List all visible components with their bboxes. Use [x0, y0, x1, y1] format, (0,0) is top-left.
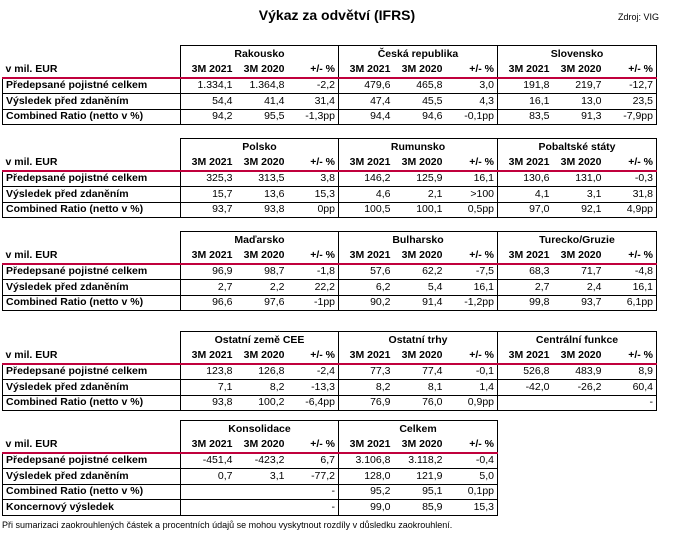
value-cell: 94,4 [339, 109, 394, 125]
value-cell: 3,1 [553, 187, 605, 203]
value-cell: 4,6 [339, 187, 394, 203]
value-cell: -4,8 [605, 264, 657, 280]
col-header: 3M 2021 [181, 62, 236, 78]
value-cell: 76,0 [394, 395, 446, 411]
value-cell: 6,1pp [605, 295, 657, 311]
footnote: Při sumarizaci zaokrouhlených částek a procentních údajů se mohou vyskytnout rozdíly v důsledku zaokrouhlení. [2, 520, 453, 530]
unit-label: v mil. EUR [3, 62, 181, 78]
value-cell: 100,1 [394, 202, 446, 218]
row-label: Předepsané pojistné celkem [3, 364, 181, 380]
value-cell: 483,9 [553, 364, 605, 380]
row-label: Výsledek před zdaněním [3, 187, 181, 203]
column-header-row [3, 155, 657, 171]
value-cell: 0,1pp [446, 484, 498, 500]
value-cell: 15,7 [181, 187, 236, 203]
region-header-row [3, 421, 498, 438]
row-label: Předepsané pojistné celkem [3, 264, 181, 280]
col-header: +/- % [288, 62, 339, 78]
value-cell: -42,0 [498, 380, 553, 396]
value-cell: 47,4 [339, 94, 394, 110]
value-cell: 54,4 [181, 94, 236, 110]
value-cell: 22,2 [288, 280, 339, 296]
value-cell: -2,4 [288, 364, 339, 380]
value-cell: >100 [446, 187, 498, 203]
row-label: Combined Ratio (netto v %) [3, 109, 181, 125]
col-header: +/- % [288, 155, 339, 171]
value-cell: 97,0 [498, 202, 553, 218]
value-cell: 77,4 [394, 364, 446, 380]
column-header-row [3, 248, 657, 264]
row-label: Předepsané pojistné celkem [3, 78, 181, 94]
value-cell: -0,4 [446, 453, 498, 469]
value-cell: 1,4 [446, 380, 498, 396]
col-header: 3M 2020 [236, 155, 288, 171]
value-cell: 31,8 [605, 187, 657, 203]
value-cell: -423,2 [236, 453, 288, 469]
value-cell: 4,3 [446, 94, 498, 110]
row-label: Výsledek před zdaněním [3, 280, 181, 296]
value-cell [181, 484, 236, 500]
row-label: Výsledek před zdaněním [3, 94, 181, 110]
value-cell: 16,1 [605, 280, 657, 296]
value-cell: - [288, 500, 339, 516]
row-label: Combined Ratio (netto v %) [3, 202, 181, 218]
blank-cell [3, 332, 181, 349]
value-cell: 6,2 [339, 280, 394, 296]
value-cell: 2,4 [553, 280, 605, 296]
region-name: Bulharsko [339, 232, 498, 249]
value-cell: 96,9 [181, 264, 236, 280]
region-name: Rakousko [181, 46, 339, 63]
value-cell: 126,8 [236, 364, 288, 380]
column-header-row [3, 437, 498, 453]
region-name: Polsko [181, 139, 339, 156]
col-header: 3M 2020 [236, 62, 288, 78]
source-note: Zdroj: VIG [618, 12, 660, 22]
value-cell: -0,3 [605, 171, 657, 187]
value-cell: 94,6 [394, 109, 446, 125]
col-header: +/- % [446, 248, 498, 264]
value-cell [553, 395, 605, 411]
col-header: 3M 2021 [339, 348, 394, 364]
region-header-row [3, 332, 657, 349]
value-cell: 0,7 [181, 469, 236, 485]
value-cell: 71,7 [553, 264, 605, 280]
region-name: Ostatní země CEE [181, 332, 339, 349]
value-cell: 146,2 [339, 171, 394, 187]
col-header: 3M 2020 [553, 155, 605, 171]
value-cell: 479,6 [339, 78, 394, 94]
value-cell [181, 500, 236, 516]
value-cell: -1,8 [288, 264, 339, 280]
col-header: +/- % [446, 348, 498, 364]
value-cell: 2,1 [394, 187, 446, 203]
value-cell: 128,0 [339, 469, 394, 485]
value-cell: -0,1 [446, 364, 498, 380]
col-header: +/- % [288, 348, 339, 364]
value-cell: 130,6 [498, 171, 553, 187]
value-cell: 93,8 [236, 202, 288, 218]
value-cell: 3,1 [236, 469, 288, 485]
value-cell: -7,5 [446, 264, 498, 280]
value-cell: -77,2 [288, 469, 339, 485]
value-cell: 76,9 [339, 395, 394, 411]
table-row [3, 171, 657, 187]
col-header: 3M 2020 [236, 437, 288, 453]
value-cell: 4,9pp [605, 202, 657, 218]
col-header: 3M 2021 [339, 155, 394, 171]
value-cell: 57,6 [339, 264, 394, 280]
col-header: 3M 2021 [181, 155, 236, 171]
value-cell: 16,1 [446, 171, 498, 187]
table-row [3, 78, 657, 94]
row-label: Výsledek před zdaněním [3, 380, 181, 396]
col-header: 3M 2020 [394, 348, 446, 364]
value-cell [498, 395, 553, 411]
value-cell: -26,2 [553, 380, 605, 396]
value-cell: 60,4 [605, 380, 657, 396]
value-cell: -1,3pp [288, 109, 339, 125]
col-header: 3M 2021 [339, 437, 394, 453]
value-cell: - [605, 395, 657, 411]
value-cell: 95,1 [394, 484, 446, 500]
col-header: +/- % [446, 155, 498, 171]
value-cell: 8,2 [236, 380, 288, 396]
value-cell: 97,6 [236, 295, 288, 311]
value-cell: 2,7 [181, 280, 236, 296]
blank-cell [3, 139, 181, 156]
value-cell: 100,2 [236, 395, 288, 411]
value-cell [236, 500, 288, 516]
value-cell: 13,6 [236, 187, 288, 203]
table-row [3, 364, 657, 380]
value-cell: 7,1 [181, 380, 236, 396]
segment-table-3 [2, 231, 657, 311]
value-cell: 31,4 [288, 94, 339, 110]
segment-table-1 [2, 45, 657, 125]
region-header-row [3, 232, 657, 249]
region-name: Centrální funkce [498, 332, 657, 349]
value-cell: 85,9 [394, 500, 446, 516]
value-cell: 90,2 [339, 295, 394, 311]
segment-table-2 [2, 138, 657, 218]
col-header: +/- % [605, 62, 657, 78]
value-cell: 313,5 [236, 171, 288, 187]
value-cell: 191,8 [498, 78, 553, 94]
value-cell: 91,3 [553, 109, 605, 125]
unit-label: v mil. EUR [3, 155, 181, 171]
value-cell: 99,0 [339, 500, 394, 516]
table-row [3, 500, 498, 516]
table-row [3, 380, 657, 396]
table-row [3, 484, 498, 500]
value-cell: 125,9 [394, 171, 446, 187]
value-cell: - [288, 484, 339, 500]
value-cell: 2,7 [498, 280, 553, 296]
region-name: Česká republika [339, 46, 498, 63]
value-cell: 3.106,8 [339, 453, 394, 469]
col-header: +/- % [288, 248, 339, 264]
col-header: 3M 2020 [394, 62, 446, 78]
col-header: 3M 2021 [181, 248, 236, 264]
table-row [3, 295, 657, 311]
value-cell: -7,9pp [605, 109, 657, 125]
value-cell: 93,7 [181, 202, 236, 218]
table-row [3, 469, 498, 485]
value-cell: 526,8 [498, 364, 553, 380]
region-header-row [3, 46, 657, 63]
value-cell: 93,7 [553, 295, 605, 311]
value-cell: 83,5 [498, 109, 553, 125]
col-header: 3M 2020 [394, 155, 446, 171]
value-cell: 68,3 [498, 264, 553, 280]
value-cell: 92,1 [553, 202, 605, 218]
segment-table-5 [2, 420, 498, 516]
region-name: Turecko/Gruzie [498, 232, 657, 249]
col-header: 3M 2020 [236, 348, 288, 364]
value-cell: 15,3 [446, 500, 498, 516]
table-row [3, 202, 657, 218]
col-header: +/- % [605, 155, 657, 171]
value-cell: 0,9pp [446, 395, 498, 411]
unit-label: v mil. EUR [3, 437, 181, 453]
region-name: Konsolidace [181, 421, 339, 438]
value-cell: 45,5 [394, 94, 446, 110]
blank-cell [3, 46, 181, 63]
value-cell: 95,2 [339, 484, 394, 500]
unit-label: v mil. EUR [3, 248, 181, 264]
value-cell: -13,3 [288, 380, 339, 396]
col-header: 3M 2020 [553, 348, 605, 364]
value-cell: 62,2 [394, 264, 446, 280]
col-header: 3M 2021 [498, 155, 553, 171]
value-cell: 465,8 [394, 78, 446, 94]
region-name: Maďarsko [181, 232, 339, 249]
value-cell: 3,8 [288, 171, 339, 187]
value-cell: -2,2 [288, 78, 339, 94]
value-cell: 5,0 [446, 469, 498, 485]
region-header-row [3, 139, 657, 156]
col-header: 3M 2021 [498, 348, 553, 364]
row-label: Combined Ratio (netto v %) [3, 395, 181, 411]
value-cell: 77,3 [339, 364, 394, 380]
col-header: +/- % [605, 348, 657, 364]
col-header: 3M 2021 [339, 62, 394, 78]
column-header-row [3, 348, 657, 364]
value-cell: 2,2 [236, 280, 288, 296]
col-header: +/- % [446, 437, 498, 453]
region-name: Pobaltské státy [498, 139, 657, 156]
table-row [3, 187, 657, 203]
value-cell: 98,7 [236, 264, 288, 280]
col-header: 3M 2021 [181, 348, 236, 364]
col-header: 3M 2020 [553, 62, 605, 78]
region-name: Slovensko [498, 46, 657, 63]
value-cell: 8,2 [339, 380, 394, 396]
region-name: Rumunsko [339, 139, 498, 156]
table-row [3, 109, 657, 125]
value-cell: 16,1 [446, 280, 498, 296]
table-row [3, 453, 498, 469]
col-header: 3M 2020 [394, 437, 446, 453]
value-cell: 23,5 [605, 94, 657, 110]
row-label: Combined Ratio (netto v %) [3, 295, 181, 311]
row-label: Předepsané pojistné celkem [3, 453, 181, 469]
value-cell: 3.118,2 [394, 453, 446, 469]
value-cell: 96,6 [181, 295, 236, 311]
value-cell: 1.334,1 [181, 78, 236, 94]
table-row [3, 264, 657, 280]
value-cell: 15,3 [288, 187, 339, 203]
row-label: Koncernový výsledek [3, 500, 181, 516]
value-cell: 219,7 [553, 78, 605, 94]
col-header: 3M 2021 [498, 62, 553, 78]
value-cell: 94,2 [181, 109, 236, 125]
value-cell: 16,1 [498, 94, 553, 110]
col-header: +/- % [446, 62, 498, 78]
value-cell: -451,4 [181, 453, 236, 469]
value-cell: -0,1pp [446, 109, 498, 125]
value-cell: 95,5 [236, 109, 288, 125]
blank-cell [3, 421, 181, 438]
value-cell: 131,0 [553, 171, 605, 187]
value-cell: 41,4 [236, 94, 288, 110]
unit-label: v mil. EUR [3, 348, 181, 364]
value-cell: 8,9 [605, 364, 657, 380]
value-cell: 6,7 [288, 453, 339, 469]
col-header: +/- % [605, 248, 657, 264]
col-header: 3M 2021 [339, 248, 394, 264]
value-cell: 121,9 [394, 469, 446, 485]
value-cell: 4,1 [498, 187, 553, 203]
table-row [3, 280, 657, 296]
value-cell: -12,7 [605, 78, 657, 94]
column-header-row [3, 62, 657, 78]
value-cell: 325,3 [181, 171, 236, 187]
value-cell: 91,4 [394, 295, 446, 311]
blank-cell [3, 232, 181, 249]
value-cell: 99,8 [498, 295, 553, 311]
value-cell [236, 484, 288, 500]
col-header: 3M 2021 [181, 437, 236, 453]
row-label: Výsledek před zdaněním [3, 469, 181, 485]
value-cell: 1.364,8 [236, 78, 288, 94]
col-header: 3M 2020 [394, 248, 446, 264]
value-cell: 8,1 [394, 380, 446, 396]
table-row [3, 94, 657, 110]
value-cell: 0,5pp [446, 202, 498, 218]
region-name: Celkem [339, 421, 498, 438]
col-header: +/- % [288, 437, 339, 453]
value-cell: 5,4 [394, 280, 446, 296]
report-title: Výkaz za odvětví (IFRS) [258, 7, 416, 23]
table-row [3, 395, 657, 411]
segment-table-4 [2, 331, 657, 411]
value-cell: 13,0 [553, 94, 605, 110]
value-cell: -1pp [288, 295, 339, 311]
value-cell: 93,8 [181, 395, 236, 411]
col-header: 3M 2020 [553, 248, 605, 264]
value-cell: -6,4pp [288, 395, 339, 411]
value-cell: 3,0 [446, 78, 498, 94]
value-cell: 0pp [288, 202, 339, 218]
region-name: Ostatní trhy [339, 332, 498, 349]
col-header: 3M 2021 [498, 248, 553, 264]
value-cell: -1,2pp [446, 295, 498, 311]
value-cell: 100,5 [339, 202, 394, 218]
col-header: 3M 2020 [236, 248, 288, 264]
value-cell: 123,8 [181, 364, 236, 380]
row-label: Combined Ratio (netto v %) [3, 484, 181, 500]
row-label: Předepsané pojistné celkem [3, 171, 181, 187]
